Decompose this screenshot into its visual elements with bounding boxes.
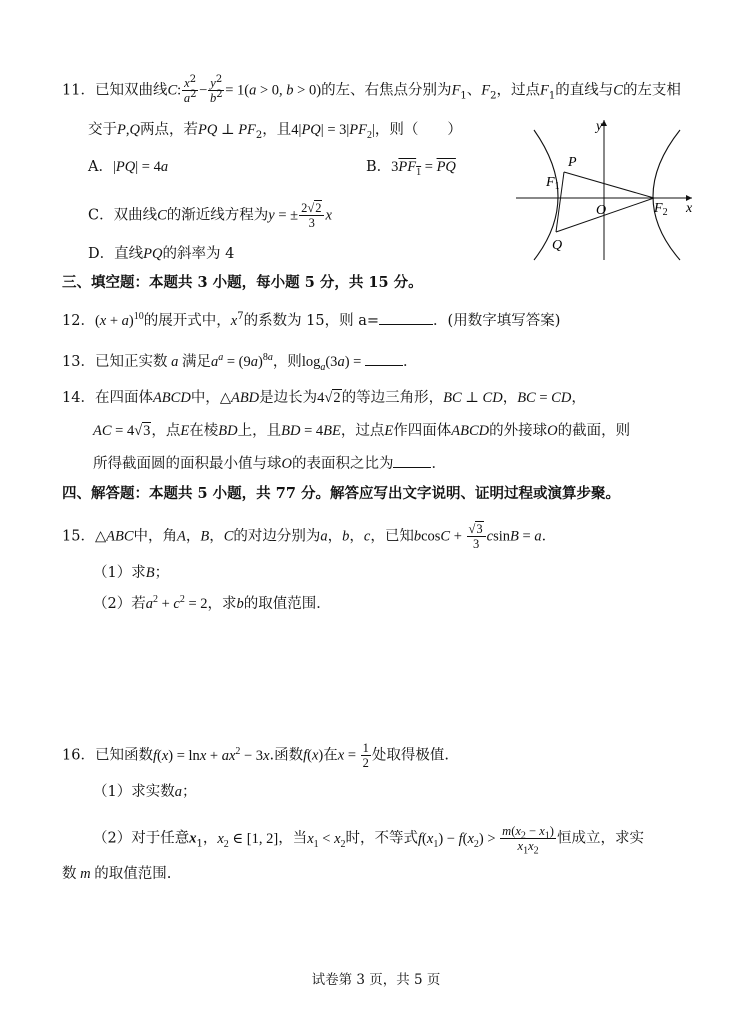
question-number: 14． bbox=[62, 390, 95, 406]
right-branch bbox=[653, 130, 680, 260]
answer-blank[interactable] bbox=[379, 310, 433, 325]
question-number: 11． bbox=[62, 82, 95, 99]
answer-blank[interactable] bbox=[393, 453, 431, 468]
q14-line2: AC = 4√3，点E在棱BD上，且BD = 4BE，过点E作四面体ABCD的外接球O的截面，则 bbox=[93, 423, 631, 439]
q14-line1: 14．在四面体ABCD中，△ABD是边长为4√2的等边三角形，BC ⊥ CD，BC = CD， bbox=[62, 390, 586, 406]
q12: 12．$(x + a)^{10}$的展开式中，$x^7$的系数为 15，则 a= ．(用数字填写答案) bbox=[62, 311, 561, 329]
label-y: y bbox=[596, 119, 603, 134]
q11-option-c: C．双曲线C的渐近线方程为y = ± $\frac{2√2}{3}$ x bbox=[88, 201, 332, 230]
q15-part1: （1）求B； bbox=[93, 565, 170, 581]
q15-part2: （2）若$a^2 + c^2 = 2$，求b的取值范围． bbox=[93, 594, 331, 612]
q14-line3: 所得截面圆的面积最小值与球O的表面积之比为 ． bbox=[93, 453, 446, 474]
label-f2: $F_2$ bbox=[654, 201, 668, 218]
question-number: 12． bbox=[62, 313, 95, 329]
question-number: 13． bbox=[62, 354, 95, 370]
q11-option-d: D．直线PQ的斜率为 4 bbox=[88, 246, 235, 262]
label-x: x bbox=[686, 201, 693, 216]
q11-option-a: A．|PQ| = 4a bbox=[88, 159, 169, 175]
section-3-heading: 三、填空题：本题共 3 小题，每小题 5 分，共 15 分。 bbox=[62, 274, 423, 291]
label-p: P bbox=[568, 155, 577, 170]
question-number: 15． bbox=[62, 528, 95, 545]
q16-part2-cont: 数 m 的取值范围. bbox=[62, 866, 172, 882]
q11-line1: 11．已知双曲线C: $\frac{x^2}{a^2}$ − $\frac{y^2}{b^2}$ = 1(a > 0, b > 0)的左、右焦点分别为$F_1$、$F_2$，过点$F_1$的直线与C的左支相 bbox=[62, 73, 681, 105]
q13: 13．已知正实数 a 满足$a^a = (9a)^{8a}$，则$\log_a(3a)$ = ． bbox=[62, 352, 418, 373]
label-f1: $F_1$ bbox=[546, 175, 560, 192]
answer-blank[interactable] bbox=[365, 351, 403, 366]
label-q: Q bbox=[552, 238, 563, 253]
hyperbola-figure bbox=[512, 114, 702, 264]
q11-option-b: B．$3PF_1 = \overline{PQ}$ bbox=[366, 159, 456, 178]
q11-line2: 交于P,Q两点，若PQ ⊥ $PF_2$，且$4|PQ| = 3|PF_2|$，则（ ） bbox=[88, 122, 462, 141]
question-number: 16． bbox=[62, 747, 95, 764]
q16-part2: （2）对于任意$x_1$，$x_2$ ∈ [1, 2]，当$x_1 < x_2$时，不等式$f(x_1) - f(x_2)$ > $\frac{m(x_2 - x_1)}{x_1x_2}$ 恒成立，求实 bbox=[93, 824, 644, 857]
q15: 15．△ABC中，角A，B，C的对边分别为a，b，c，已知bcosC + $\frac{√3}{3}$ csinB = a． bbox=[62, 522, 557, 551]
segment-pf2 bbox=[564, 172, 654, 198]
section-4-heading: 四、解答题：本题共 5 小题，共 77 分。解答应写出文字说明、证明过程或演算步聚。 bbox=[62, 485, 620, 502]
q16: 16．已知函数$f(x) = \ln x + ax^2 - 3x$.函数f(x)在x = $\frac{1}{2}$ 处取得极值. bbox=[62, 741, 449, 770]
page-footer: 试卷第 3 页，共 5 页 bbox=[311, 972, 441, 988]
label-o: O bbox=[596, 203, 607, 218]
q16-part1: （1）求实数a； bbox=[93, 784, 197, 800]
